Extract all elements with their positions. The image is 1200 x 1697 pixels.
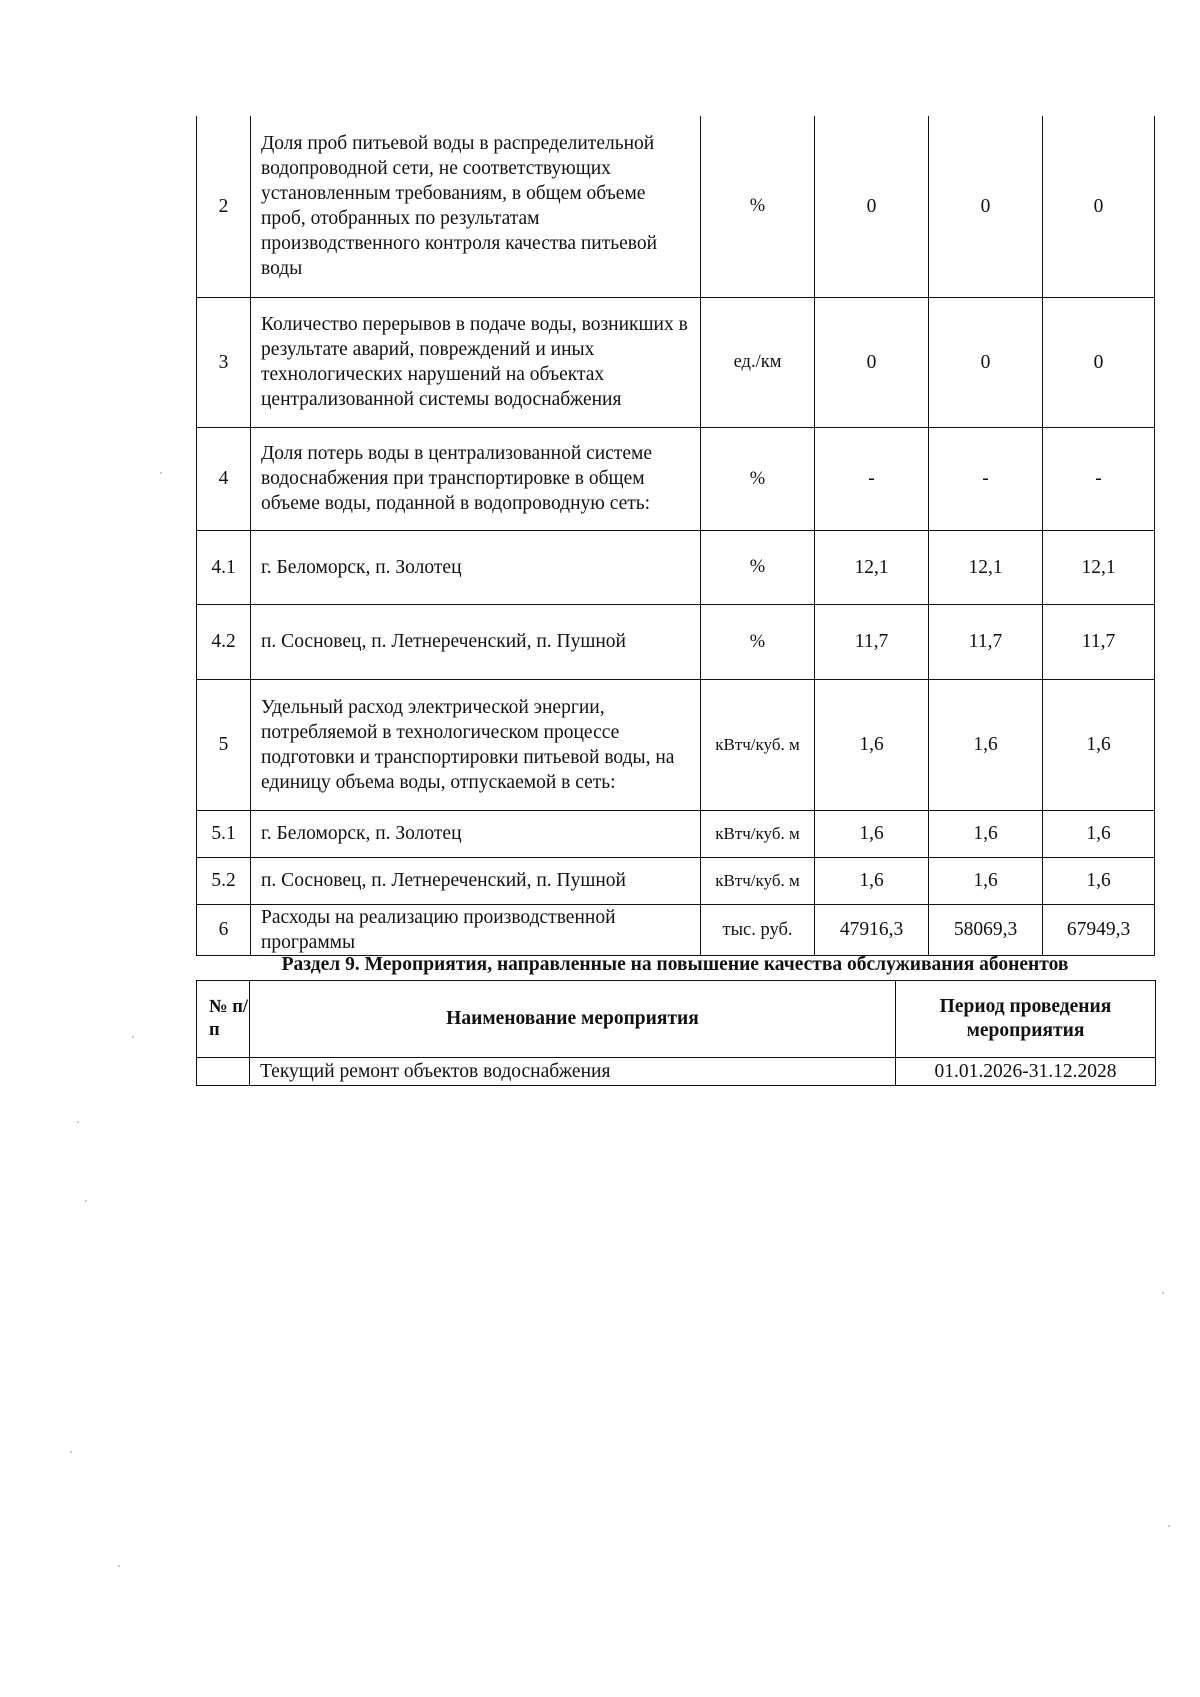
row-number: 5 — [197, 679, 251, 810]
indicator-unit: % — [701, 116, 815, 297]
indicator-name: Доля проб питьевой воды в распределительной водопроводной сети, не соответствующих установленным требованиям, в общем объеме проб, отобранных по результатам производственного контроля качества питьевой воды — [251, 116, 701, 297]
column-header-name: Наименование мероприятия — [250, 981, 896, 1058]
section-9-title: Раздел 9. Мероприятия, направленные на повышение качества обслуживания абонентов — [281, 954, 1069, 975]
value-year-2: 0 — [929, 297, 1043, 427]
measure-name: Текущий ремонт объектов водоснабжения — [250, 1058, 896, 1086]
column-header-number: № п/ п — [197, 981, 250, 1058]
table-row — [197, 904, 1155, 955]
value-year-2: 0 — [929, 116, 1043, 297]
indicators-table — [196, 116, 1155, 956]
measures-table — [196, 980, 1156, 1086]
value-year-3: 1,6 — [1043, 857, 1155, 904]
row-number: 2 — [197, 116, 251, 297]
indicator-unit: % — [701, 530, 815, 604]
value-year-1: 1,6 — [815, 857, 929, 904]
table-row — [197, 116, 1155, 297]
value-year-1: - — [815, 427, 929, 530]
value-year-1: 0 — [815, 116, 929, 297]
value-year-3: 11,7 — [1043, 604, 1155, 679]
table-row — [197, 297, 1155, 427]
indicator-unit: % — [701, 427, 815, 530]
column-header-period: Период проведения мероприятия — [896, 981, 1156, 1058]
measure-period: 01.01.2026-31.12.2028 — [896, 1058, 1156, 1086]
table-header-row — [197, 981, 1156, 1058]
row-number: 5.2 — [197, 857, 251, 904]
value-year-2: 1,6 — [929, 857, 1043, 904]
indicator-unit: ед./км — [701, 297, 815, 427]
value-year-1: 11,7 — [815, 604, 929, 679]
indicator-unit: кВтч/куб. м — [701, 857, 815, 904]
row-number: 4.1 — [197, 530, 251, 604]
value-year-3: 12,1 — [1043, 530, 1155, 604]
indicator-name: п. Сосновец, п. Летнереченский, п. Пушной — [251, 857, 701, 904]
indicator-name: Количество перерывов в подаче воды, возникших в результате аварий, повреждений и иных технологических нарушений на объектах централизованной системы водоснабжения — [251, 297, 701, 427]
value-year-1: 47916,3 — [815, 904, 929, 955]
table-row — [197, 857, 1155, 904]
scan-speck — [70, 1451, 72, 1453]
indicator-name: г. Беломорск, п. Золотец — [251, 810, 701, 857]
indicator-name: Доля потерь воды в централизованной системе водоснабжения при транспортировке в общем объеме воды, поданной в водопроводную сеть: — [251, 427, 701, 530]
scan-speck — [1168, 1525, 1170, 1527]
value-year-2: - — [929, 427, 1043, 530]
scan-speck — [118, 1565, 120, 1567]
table-row — [197, 810, 1155, 857]
table-row — [197, 530, 1155, 604]
value-year-1: 12,1 — [815, 530, 929, 604]
indicator-unit: тыс. руб. — [701, 904, 815, 955]
value-year-2: 1,6 — [929, 679, 1043, 810]
value-year-1: 1,6 — [815, 810, 929, 857]
row-number: 5.1 — [197, 810, 251, 857]
value-year-1: 0 — [815, 297, 929, 427]
value-year-2: 58069,3 — [929, 904, 1043, 955]
value-year-2: 12,1 — [929, 530, 1043, 604]
indicator-name: п. Сосновец, п. Летнереченский, п. Пушной — [251, 604, 701, 679]
indicator-unit: кВтч/куб. м — [701, 810, 815, 857]
value-year-2: 1,6 — [929, 810, 1043, 857]
value-year-3: 0 — [1043, 116, 1155, 297]
value-year-3: - — [1043, 427, 1155, 530]
indicator-unit: кВтч/куб. м — [701, 679, 815, 810]
table-row — [197, 1058, 1156, 1086]
scan-speck — [132, 1036, 134, 1038]
indicator-name: г. Беломорск, п. Золотец — [251, 530, 701, 604]
scan-speck — [1162, 1292, 1164, 1294]
scan-speck — [85, 1200, 87, 1202]
row-number: 6 — [197, 904, 251, 955]
row-number: 4 — [197, 427, 251, 530]
measure-number — [197, 1058, 250, 1086]
indicator-name: Удельный расход электрической энергии, потребляемой в технологическом процессе подготовки и транспортировки питьевой воды, на единицу объема воды, отпускаемой в сеть: — [251, 679, 701, 810]
value-year-2: 11,7 — [929, 604, 1043, 679]
scan-speck — [160, 472, 162, 474]
row-number: 4.2 — [197, 604, 251, 679]
value-year-3: 67949,3 — [1043, 904, 1155, 955]
scan-speck — [77, 1121, 79, 1123]
value-year-3: 1,6 — [1043, 679, 1155, 810]
indicator-unit: % — [701, 604, 815, 679]
table-row — [197, 679, 1155, 810]
value-year-3: 0 — [1043, 297, 1155, 427]
indicator-name: Расходы на реализацию производственной программы — [251, 904, 701, 955]
row-number: 3 — [197, 297, 251, 427]
value-year-3: 1,6 — [1043, 810, 1155, 857]
value-year-1: 1,6 — [815, 679, 929, 810]
table-row — [197, 427, 1155, 530]
table-row — [197, 604, 1155, 679]
